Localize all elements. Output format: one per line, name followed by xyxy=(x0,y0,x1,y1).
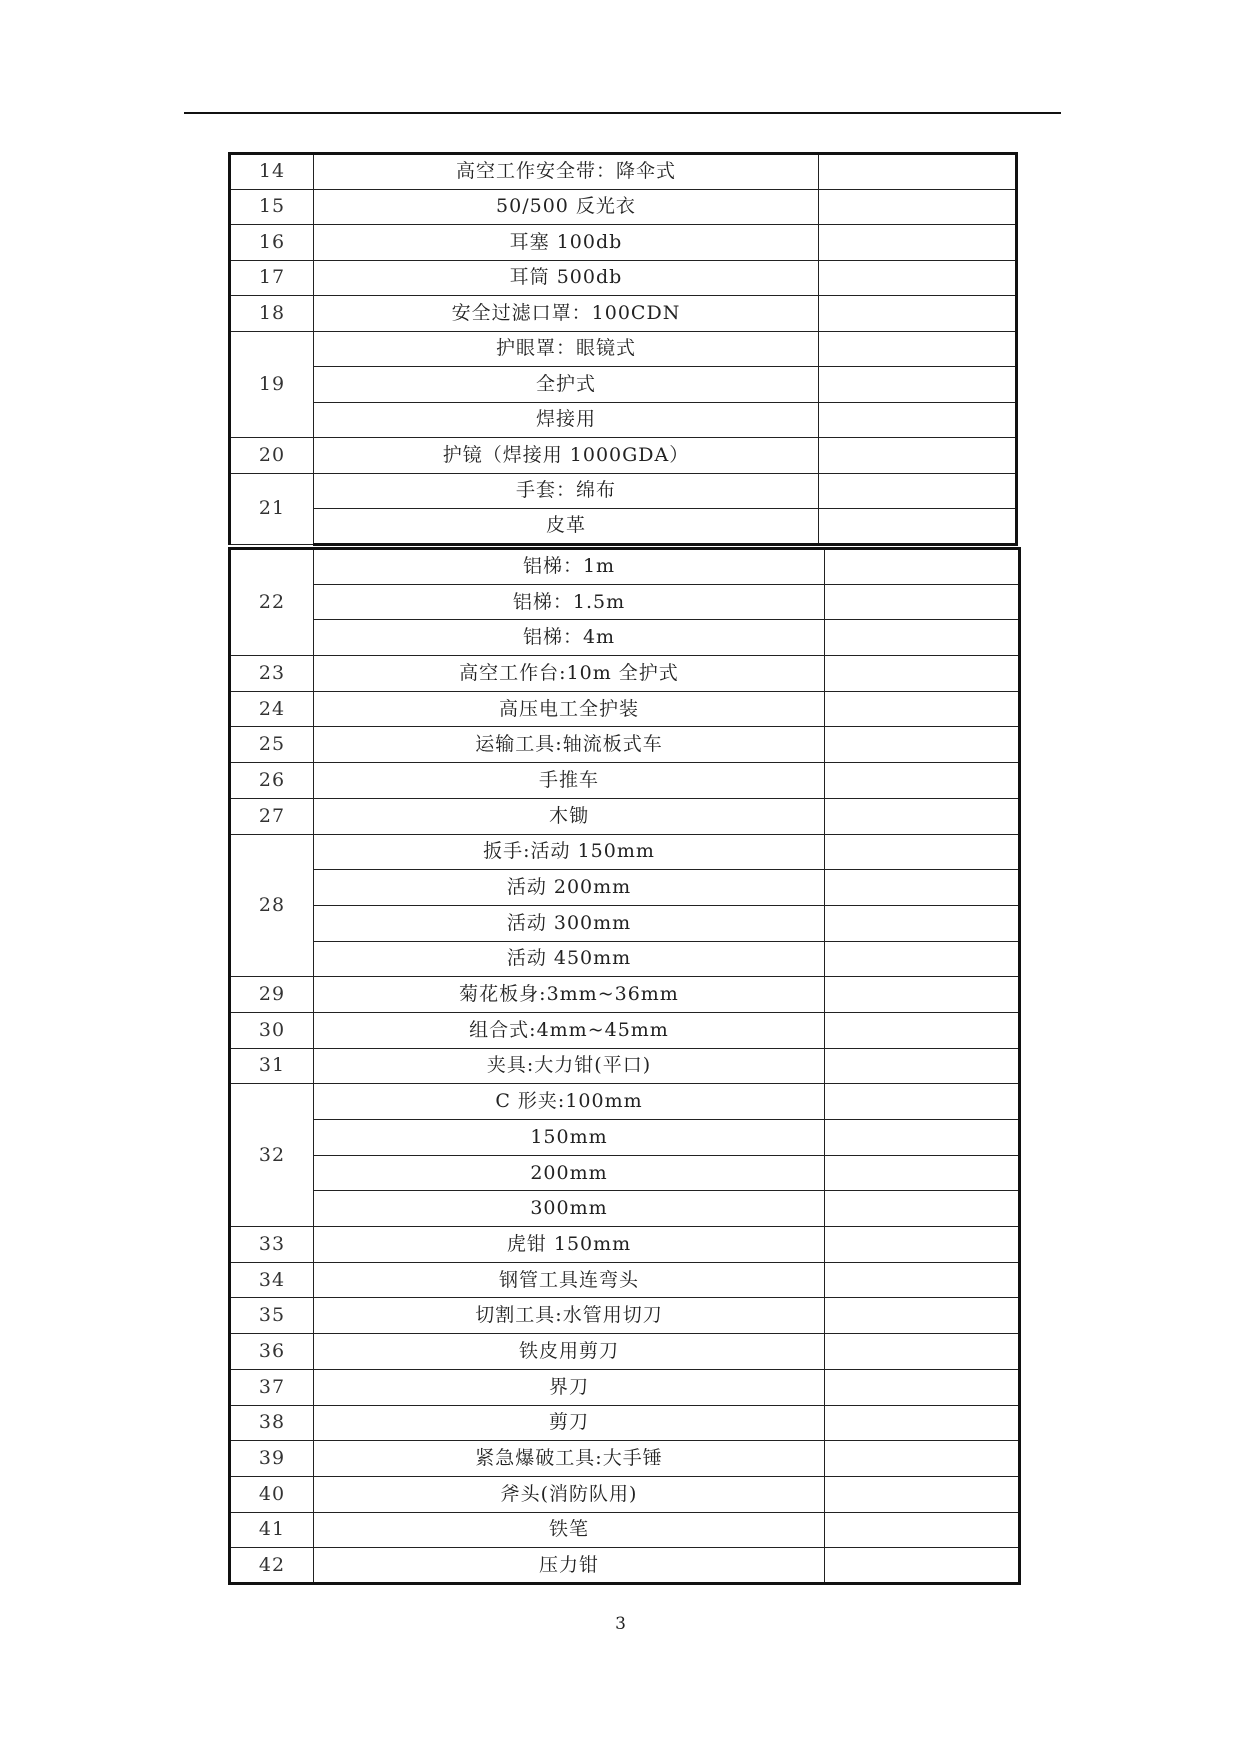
item-number: 28 xyxy=(230,834,314,977)
table-row xyxy=(230,225,1017,261)
blank-cell xyxy=(819,260,1017,296)
item-name: 铁笔 xyxy=(314,1512,825,1548)
item-name: 扳手:活动 150mm xyxy=(314,834,825,870)
table-row xyxy=(230,509,1017,545)
item-number: 30 xyxy=(230,1012,314,1048)
item-number: 27 xyxy=(230,798,314,834)
table-row xyxy=(230,189,1017,225)
item-name: 50/500 反光衣 xyxy=(314,189,819,225)
blank-cell xyxy=(825,549,1020,585)
page-number: 3 xyxy=(615,1614,626,1634)
item-name: 铁皮用剪刀 xyxy=(314,1334,825,1370)
table-row xyxy=(230,331,1017,367)
item-name: 皮革 xyxy=(314,509,819,545)
blank-cell xyxy=(825,1012,1020,1048)
item-name: 全护式 xyxy=(314,367,819,403)
blank-cell xyxy=(825,1191,1020,1227)
blank-cell xyxy=(819,438,1017,474)
blank-cell xyxy=(819,154,1017,190)
blank-cell xyxy=(819,331,1017,367)
item-name: 护镜（焊接用 1000GDA） xyxy=(314,438,819,474)
blank-cell xyxy=(825,798,1020,834)
table-row xyxy=(230,549,1020,585)
table-row xyxy=(230,620,1020,656)
item-name: 高压电工全护装 xyxy=(314,691,825,727)
table-row xyxy=(230,1405,1020,1441)
equipment-table-part-1 xyxy=(228,152,1018,546)
table-row xyxy=(230,1334,1020,1370)
table-row xyxy=(230,870,1020,906)
table-row xyxy=(230,260,1017,296)
item-number: 14 xyxy=(230,154,314,190)
item-name: 300mm xyxy=(314,1191,825,1227)
blank-cell xyxy=(819,473,1017,509)
table-row xyxy=(230,1227,1020,1263)
item-name: 组合式:4mm~45mm xyxy=(314,1012,825,1048)
blank-cell xyxy=(819,509,1017,545)
item-number: 23 xyxy=(230,656,314,692)
blank-cell xyxy=(819,225,1017,261)
item-number: 19 xyxy=(230,331,314,438)
blank-cell xyxy=(825,1048,1020,1084)
item-name: 耳筒 500db xyxy=(314,260,819,296)
item-name: 铝梯：1.5m xyxy=(314,584,825,620)
item-number: 34 xyxy=(230,1262,314,1298)
item-name: 界刀 xyxy=(314,1369,825,1405)
item-name: 夹具:大力钳(平口) xyxy=(314,1048,825,1084)
item-name: 护眼罩：眼镜式 xyxy=(314,331,819,367)
table-row xyxy=(230,691,1020,727)
item-number: 16 xyxy=(230,225,314,261)
table-row xyxy=(230,473,1017,509)
table-row xyxy=(230,1048,1020,1084)
item-number: 42 xyxy=(230,1548,314,1584)
item-number: 20 xyxy=(230,438,314,474)
item-number: 25 xyxy=(230,727,314,763)
item-name: 高空工作台:10m 全护式 xyxy=(314,656,825,692)
item-name: 高空工作安全带：降伞式 xyxy=(314,154,819,190)
blank-cell xyxy=(825,1298,1020,1334)
blank-cell xyxy=(825,1512,1020,1548)
item-number: 21 xyxy=(230,473,314,544)
blank-cell xyxy=(825,584,1020,620)
table-row xyxy=(230,296,1017,332)
item-number: 38 xyxy=(230,1405,314,1441)
item-name: 紧急爆破工具:大手锤 xyxy=(314,1441,825,1477)
item-number: 22 xyxy=(230,549,314,656)
table-row xyxy=(230,367,1017,403)
table-row xyxy=(230,1012,1020,1048)
blank-cell xyxy=(819,189,1017,225)
item-number: 26 xyxy=(230,763,314,799)
blank-cell xyxy=(825,1084,1020,1120)
table-row xyxy=(230,1476,1020,1512)
blank-cell xyxy=(825,1405,1020,1441)
table-row xyxy=(230,402,1017,438)
item-name: 斧头(消防队用) xyxy=(314,1476,825,1512)
table-row xyxy=(230,977,1020,1013)
table-row xyxy=(230,1548,1020,1584)
item-number: 24 xyxy=(230,691,314,727)
item-name: 铝梯：1m xyxy=(314,549,825,585)
blank-cell xyxy=(825,656,1020,692)
table-row xyxy=(230,1084,1020,1120)
item-number: 18 xyxy=(230,296,314,332)
table-row xyxy=(230,1512,1020,1548)
table-row xyxy=(230,154,1017,190)
item-number: 35 xyxy=(230,1298,314,1334)
blank-cell xyxy=(825,905,1020,941)
blank-cell xyxy=(825,1120,1020,1156)
table-row xyxy=(230,1155,1020,1191)
item-name: 150mm xyxy=(314,1120,825,1156)
item-name: 木锄 xyxy=(314,798,825,834)
item-name: 菊花板身:3mm~36mm xyxy=(314,977,825,1013)
blank-cell xyxy=(825,1262,1020,1298)
header-rule xyxy=(184,112,1061,114)
table-row xyxy=(230,584,1020,620)
item-number: 40 xyxy=(230,1476,314,1512)
blank-cell xyxy=(819,402,1017,438)
item-name: 手推车 xyxy=(314,763,825,799)
item-name: 焊接用 xyxy=(314,402,819,438)
table-row xyxy=(230,941,1020,977)
blank-cell xyxy=(825,1334,1020,1370)
blank-cell xyxy=(825,870,1020,906)
table-row xyxy=(230,798,1020,834)
table-row xyxy=(230,727,1020,763)
item-name: 活动 450mm xyxy=(314,941,825,977)
table-row xyxy=(230,1441,1020,1477)
table-row xyxy=(230,1298,1020,1334)
item-name: 剪刀 xyxy=(314,1405,825,1441)
blank-cell xyxy=(825,1441,1020,1477)
blank-cell xyxy=(825,1476,1020,1512)
item-name: 切割工具:水管用切刀 xyxy=(314,1298,825,1334)
blank-cell xyxy=(825,763,1020,799)
item-number: 39 xyxy=(230,1441,314,1477)
item-number: 17 xyxy=(230,260,314,296)
blank-cell xyxy=(825,1155,1020,1191)
item-number: 31 xyxy=(230,1048,314,1084)
item-number: 32 xyxy=(230,1084,314,1227)
table-row xyxy=(230,834,1020,870)
blank-cell xyxy=(819,367,1017,403)
blank-cell xyxy=(825,1548,1020,1584)
item-number: 36 xyxy=(230,1334,314,1370)
item-name: 运输工具:轴流板式车 xyxy=(314,727,825,763)
blank-cell xyxy=(825,941,1020,977)
blank-cell xyxy=(825,1227,1020,1263)
item-name: 手套：绵布 xyxy=(314,473,819,509)
blank-cell xyxy=(825,834,1020,870)
item-number: 41 xyxy=(230,1512,314,1548)
blank-cell xyxy=(825,977,1020,1013)
table-row xyxy=(230,656,1020,692)
table-row xyxy=(230,905,1020,941)
table-row xyxy=(230,1191,1020,1227)
table-row xyxy=(230,763,1020,799)
item-name: 耳塞 100db xyxy=(314,225,819,261)
item-name: 200mm xyxy=(314,1155,825,1191)
item-number: 15 xyxy=(230,189,314,225)
item-number: 37 xyxy=(230,1369,314,1405)
blank-cell xyxy=(819,296,1017,332)
item-name: 活动 200mm xyxy=(314,870,825,906)
item-name: 活动 300mm xyxy=(314,905,825,941)
equipment-table-part-2 xyxy=(228,547,1021,1585)
table-row xyxy=(230,1262,1020,1298)
item-number: 29 xyxy=(230,977,314,1013)
table-row xyxy=(230,1369,1020,1405)
item-name: C 形夹:100mm xyxy=(314,1084,825,1120)
item-number: 33 xyxy=(230,1227,314,1263)
blank-cell xyxy=(825,1369,1020,1405)
blank-cell xyxy=(825,620,1020,656)
item-name: 安全过滤口罩：100CDN xyxy=(314,296,819,332)
item-name: 虎钳 150mm xyxy=(314,1227,825,1263)
item-name: 钢管工具连弯头 xyxy=(314,1262,825,1298)
blank-cell xyxy=(825,727,1020,763)
item-name: 压力钳 xyxy=(314,1548,825,1584)
blank-cell xyxy=(825,691,1020,727)
item-name: 铝梯：4m xyxy=(314,620,825,656)
table-row xyxy=(230,438,1017,474)
table-row xyxy=(230,1120,1020,1156)
